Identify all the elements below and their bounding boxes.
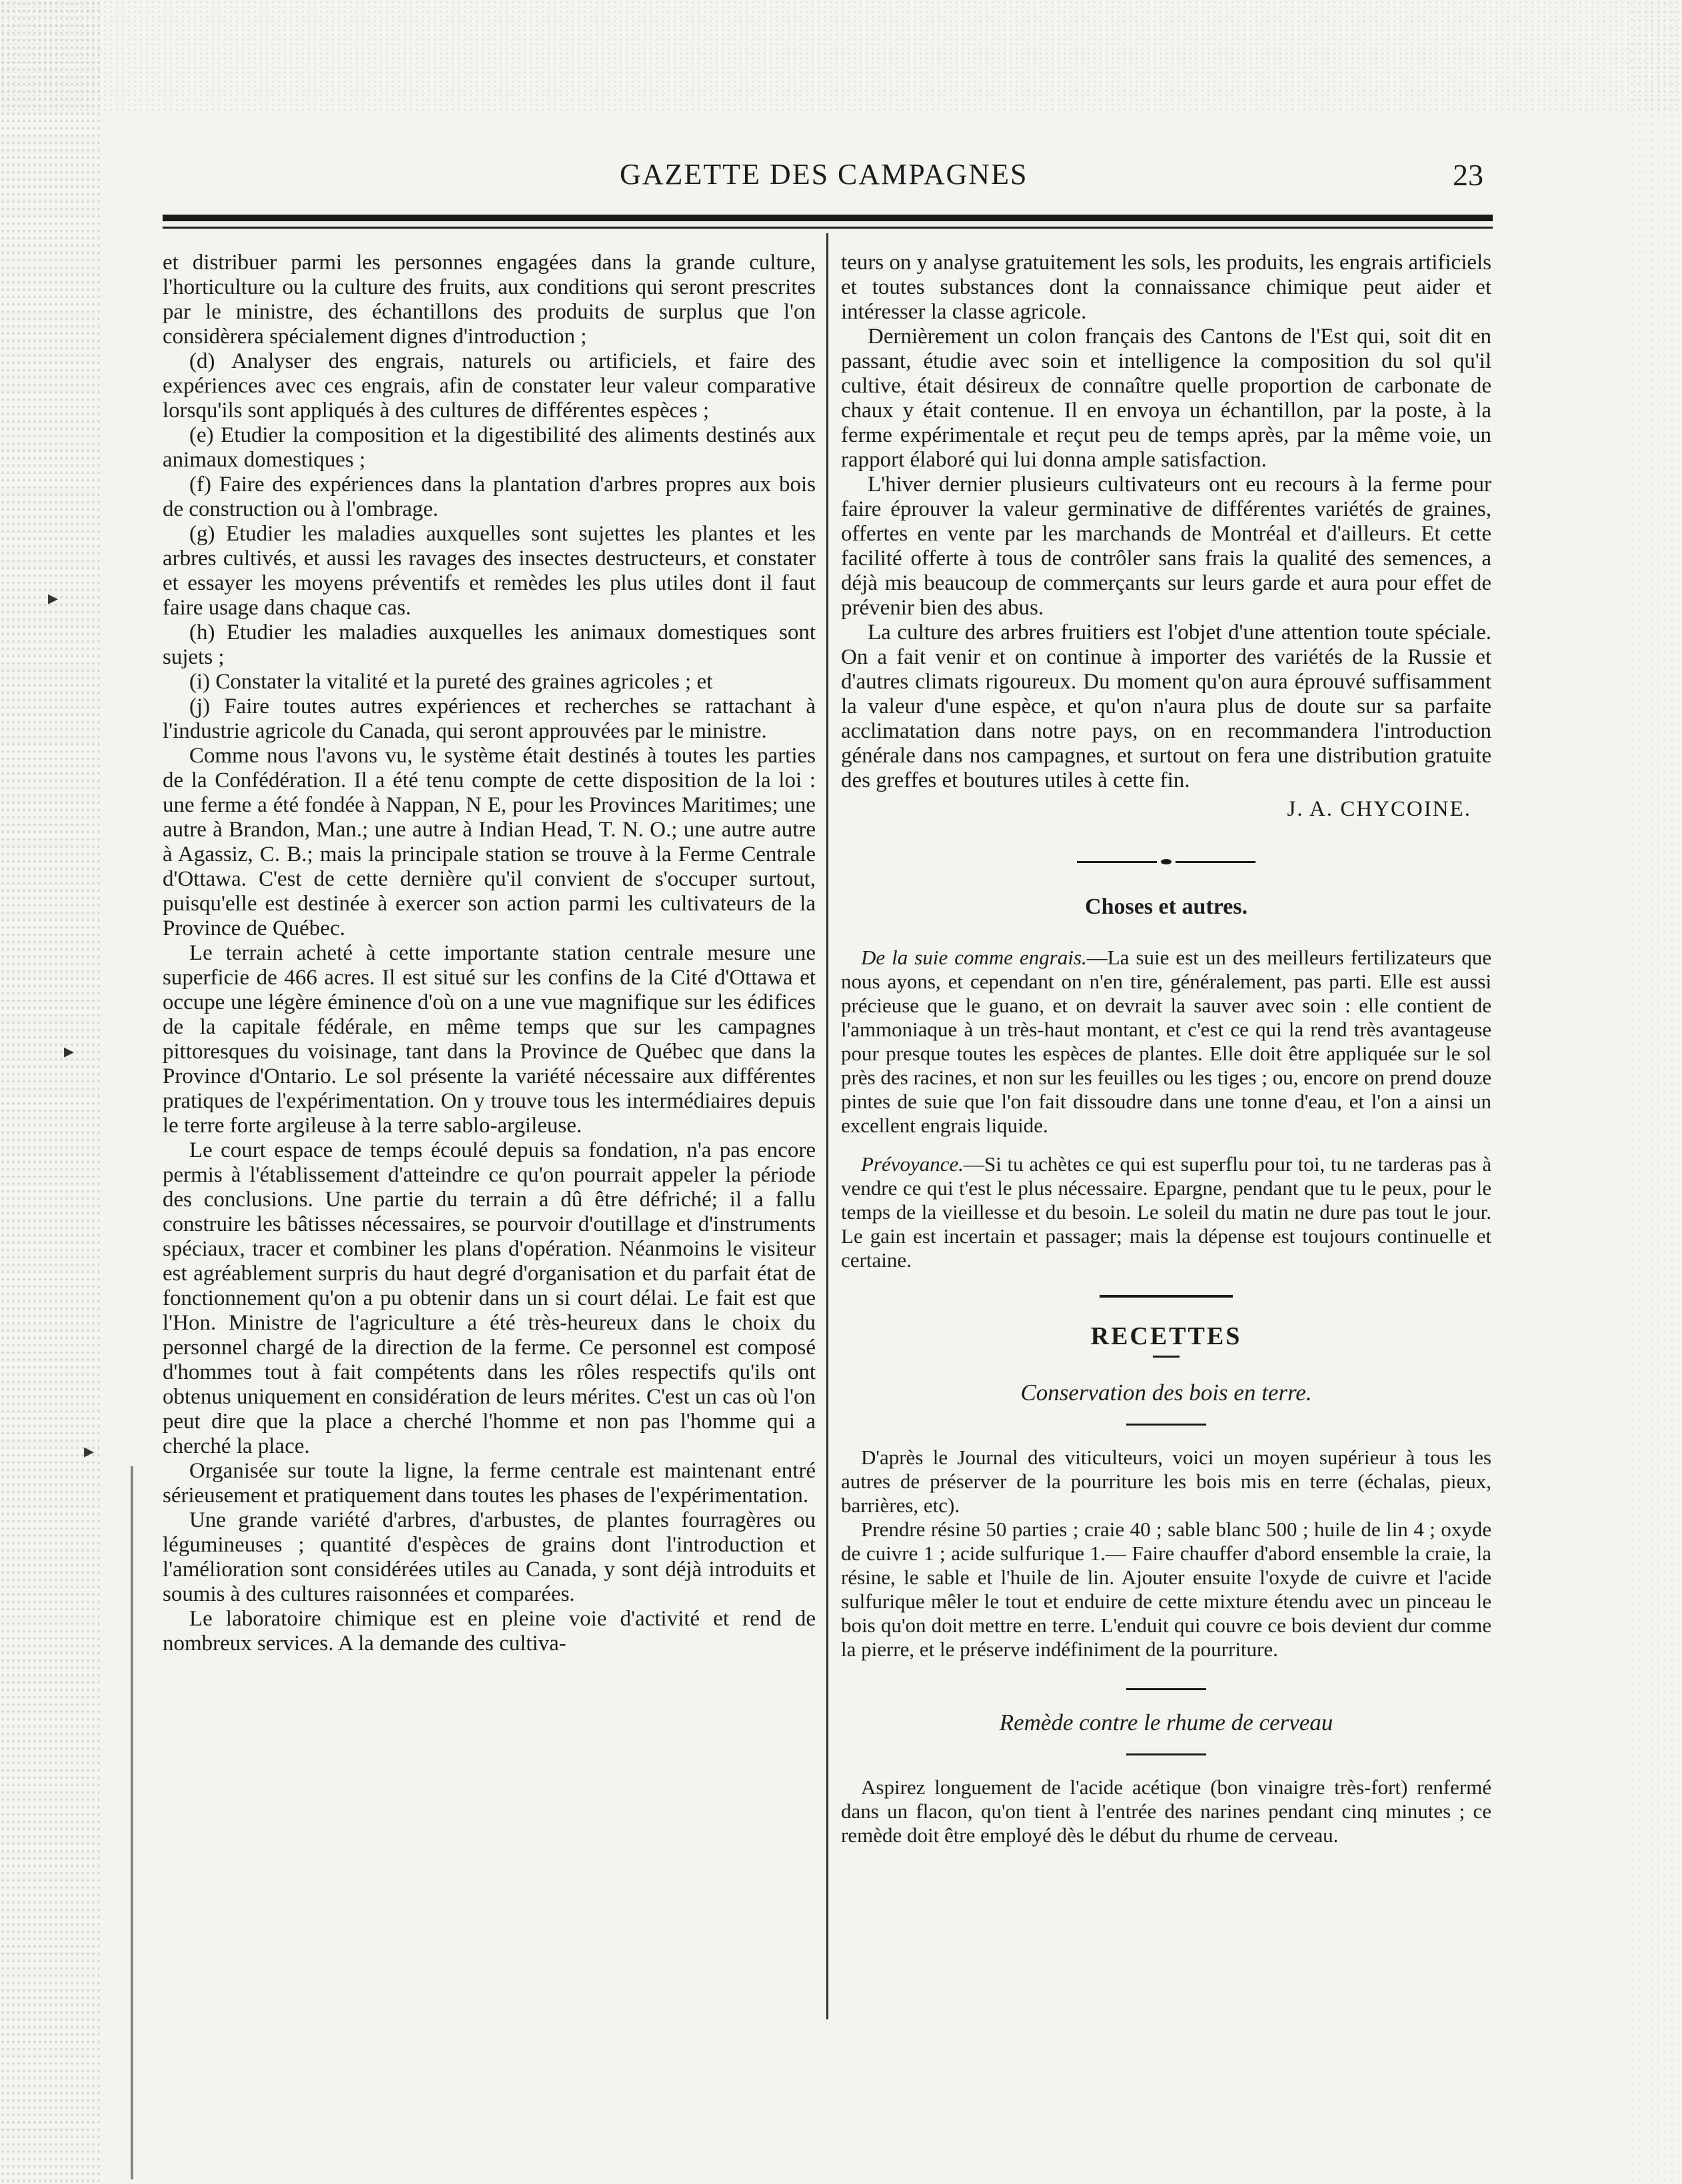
list-item-f: (f) Faire des expériences dans la plantation d'arbres propres aux bois de construction ou à l'ombrage.: [163, 473, 816, 521]
header-rule-thick: [163, 215, 1493, 221]
short-rule: [1153, 1356, 1180, 1358]
margin-mark: ▸: [48, 587, 59, 609]
paragraph-suie: [841, 946, 1491, 1138]
lead-suie: De la suie comme engrais.: [861, 946, 1087, 969]
short-rule: [1126, 1688, 1206, 1690]
paragraph: Prendre résine 50 parties ; craie 40 ; sable blanc 500 ; huile de lin 4 ; oxyde de cuivre 1 ; acide sulfurique 1.— Faire chauffer d'abord ensemble la craie, la résine, le sable et l'huile de lin. Ajouter ensuite l'oxyde de cuivre et l'acide sulfurique mêler le tout et enduire de cette mixture étendu avec un pinceau le bois qu'on doit mettre en terre. L'enduit qui couvre ce bois devient dur comme la pierre, et le préserve indéfiniment de la pourriture.: [841, 1518, 1491, 1661]
scan-noise-left: [0, 0, 100, 2184]
right-column: [841, 251, 1491, 1847]
paragraph: Aspirez longuement de l'acide acétique (bon vinaigre très-fort) renfermé dans un flacon, qu'on tient à l'entrée des narines pendant cinq minutes ; ce remède doit être employé dès le début du rhume de cerveau.: [841, 1775, 1491, 1847]
lead-prevoyance: Prévoyance.: [861, 1152, 964, 1176]
text-suie: —La suie est un des meilleurs fertilizateurs que nous ayons, et cependant on n'en tire, généralement, pas parti. Elle est aussi précieuse que le guano, et on devrait la sauver avec soin : elle contient de l'ammoniaque à un très-haut montant, et c'est ce qui la rend très avantageuse pour presque toutes les espèces de plantes. Elle doit être appliquée sur le sol près des racines, et non sur les feuilles ou les tiges ; ou, encore on prend douze pintes de suie que l'on fait dissoudre dans une tonne d'eau, et l'on a ainsi un excellent engrais liquide.: [841, 946, 1491, 1137]
choses-section: [841, 946, 1491, 1272]
paragraph: La culture des arbres fruitiers est l'objet d'une attention toute spéciale. On a fait venir et on continue à importer des variétés de la Russie et d'autres climats rigoureux. Du moment qu'on aura éprouvé suffisamment la valeur d'une espèce, et qu'on n'aura plus de doute sur sa parfaite acclimatation dans notre pays, on en recommandera l'introduction générale dans nos campagnes, et surtout on fera une distribution gratuite des greffes et boutures utiles à cette fin.: [841, 620, 1491, 792]
paragraph: D'après le Journal des viticulteurs, voici un moyen supérieur à tous les autres de préserver de la pourriture les bois mis en terre (échalas, pieux, barrières, etc).: [841, 1446, 1491, 1517]
margin-mark: ▸: [84, 1440, 95, 1462]
paragraph-prevoyance: [841, 1152, 1491, 1272]
header-rule-thin: [163, 227, 1493, 229]
left-column: [163, 251, 816, 1656]
scan-edge-line: [131, 1466, 133, 2179]
page-title: GAZETTE DES CAMPAGNES: [620, 158, 1028, 191]
column-divider: [826, 233, 828, 2019]
paragraph: Le laboratoire chimique est en pleine voie d'activité et rend de nombreux services. A la demande des cultiva-: [163, 1607, 816, 1655]
list-item-i: (i) Constater la vitalité et la pureté des graines agricoles ; et: [189, 670, 713, 694]
list-item-e: (e) Etudier la composition et la digestibilité des aliments destinés aux animaux domestiques ;: [163, 423, 816, 472]
paragraph: L'hiver dernier plusieurs cultivateurs ont eu recours à la ferme pour faire éprouver la valeur germinative de différentes variétés de graines, offertes en vente par les marchands de Montréal et d'ailleurs. Et cette facilité offerte à tous de contrôler sans frais la qualité des semences, a déjà mis beaucoup de commerçants sur leurs garde et aura pour effet de prévenir bien des abus.: [841, 473, 1491, 620]
list-item-j: (j) Faire toutes autres expériences et recherches se rattachant à l'industrie agricole du Canada, qui seront approuvées par le ministre.: [163, 694, 816, 743]
subtitle-bois: Conservation des bois en terre.: [1020, 1380, 1312, 1406]
margin-mark: ▸: [64, 1040, 75, 1062]
paragraph: Comme nous l'avons vu, le système était destinés à toutes les parties de la Confédération. Il a été tenu compte de cette disposition de la loi : une ferme a été fondée à Nappan, N E, pour les Provinces Maritimes; une autre à Brandon, Man.; une autre à Indian Head, T. N. O.; une autre autre à Agassiz, C. B.; mais la principale station se trouve à la Ferme Centrale d'Ottawa. C'est de cette dernière qu'il convient de s'occuper surtout, puisqu'elle est destinée à exercer son action parmi les cultivateurs de la Province de Québec.: [163, 744, 816, 940]
recette-rhume: [841, 1775, 1491, 1847]
subtitle-rhume: Remède contre le rhume de cerveau: [999, 1709, 1333, 1735]
section-title-choses: Choses et autres.: [1085, 894, 1248, 919]
short-rule: [1126, 1753, 1206, 1755]
paragraph: teurs on y analyse gratuitement les sols, les produits, les engrais artificiels et toutes substances dont la connaissance chimique peut aider et intéresser la classe agricole.: [841, 251, 1492, 324]
list-item-h: (h) Etudier les maladies auxquelles les animaux domestiques sont sujets ;: [163, 620, 816, 669]
paragraph: Dernièrement un colon français des Cantons de l'Est qui, soit dit en passant, étudie avec soin et intelligence la composition du sol qu'il cultive, était désireux de connaître quelle proportion de carbonate de chaux y était contenue. Il en envoya un échantillon, par la poste, à la ferme expérimentale et reçut peu de temps après, par la même voie, un rapport élaboré qui lui donna ample satisfaction.: [841, 325, 1491, 472]
paragraph: Une grande variété d'arbres, d'arbustes, de plantes fourragères ou légumineuses ; quantité d'espèces de grains dont l'introduction et l'amélioration sont considérées utiles au Canada, y sont déjà introduits et soumis à des cultures raisonnées et comparées.: [163, 1508, 816, 1606]
scan-noise-top: [0, 0, 1682, 113]
section-rule: [1100, 1295, 1233, 1298]
recette-bois: [841, 1446, 1491, 1661]
text-prevoyance: —Si tu achètes ce qui est superflu pour toi, tu ne tarderas pas à vendre ce qui t'est le plus nécessaire. Epargne, pendant que tu le peux, pour le temps de la vieillesse et du besoin. Le soleil du matin ne dure pas tout le jour. Le gain est incertain et passager; mais la dépense est toujours continuelle et certaine.: [841, 1152, 1491, 1272]
author-signature: J. A. CHYCOINE.: [1287, 797, 1471, 821]
list-item-g: (g) Etudier les maladies auxquelles sont sujettes les plantes et les arbres cultivés, et aussi les ravages des insectes destructeurs, et constater et essayer les moyens préventifs et remèdes les plus utiles dont il faut faire usage dans chaque cas.: [163, 522, 816, 620]
section-title-recettes: RECETTES: [1090, 1322, 1242, 1350]
scan-noise-right: [1629, 0, 1682, 2184]
ornamental-divider: [841, 848, 1491, 873]
paragraph: Le terrain acheté à cette importante station centrale mesure une superficie de 466 acres. Il est situé sur les confins de la Cité d'Ottawa et occupe une légère éminence d'où on a une vue magnifique sur les édifices de la capitale fédérale, en même temps que sur les campagnes pittoresques du voisinage, tant dans la Province de Québec que dans la Province d'Ontario. Le sol présente la variété nécessaire aux différentes pratiques de l'expérimentation. On y trouve tous les intermédiaires depuis le terre forte argileuse à la terre sablo-argileuse.: [163, 941, 816, 1138]
short-rule: [1126, 1424, 1206, 1426]
page-number: 23: [1453, 158, 1483, 192]
paragraph: Organisée sur toute la ligne, la ferme centrale est maintenant entré sérieusement et pratiquement dans toutes les phases de l'expérimentation.: [163, 1459, 816, 1508]
list-item-d: (d) Analyser des engrais, naturels ou artificiels, et faire des expériences avec ces engrais, afin de constater leur valeur comparative lorsqu'ils sont appliqués à des cultures de différentes espèces ;: [163, 349, 816, 423]
paragraph: et distribuer parmi les personnes engagées dans la grande culture, l'horticulture ou la culture des fruits, aux conditions qui seront prescrites par le ministre, des échantillons des produits de surplus que l'on considèrera spécialement dignes d'introduction ;: [163, 251, 816, 349]
paragraph: Le court espace de temps écoulé depuis sa fondation, n'a pas encore permis à l'établissement d'atteindre ce qu'on pourrait appeler la période des conclusions. Une partie du terrain a dû être défriché; il a fallu construire les bâtisses nécessaires, se pourvoir d'outillage et d'instruments spéciaux, tracer et combiner les plans d'opération. Néanmoins le visiteur est agréablement surpris du haut degré d'organisation et du parfait état de fonctionnement qu'on a pu obtenir dans un si court délai. Le fait est que l'Hon. Ministre de l'agriculture a été très-heureux dans le choix du personnel chargé de la direction de la ferme. Ce personnel est composé d'hommes tout à fait compétents dans les rôles respectifs qu'ils ont obtenus uniquement en considération de leurs mérites. C'est un cas où l'on peut dire que la place a cherché l'homme et non pas l'homme qui a cherché la place.: [163, 1138, 816, 1458]
